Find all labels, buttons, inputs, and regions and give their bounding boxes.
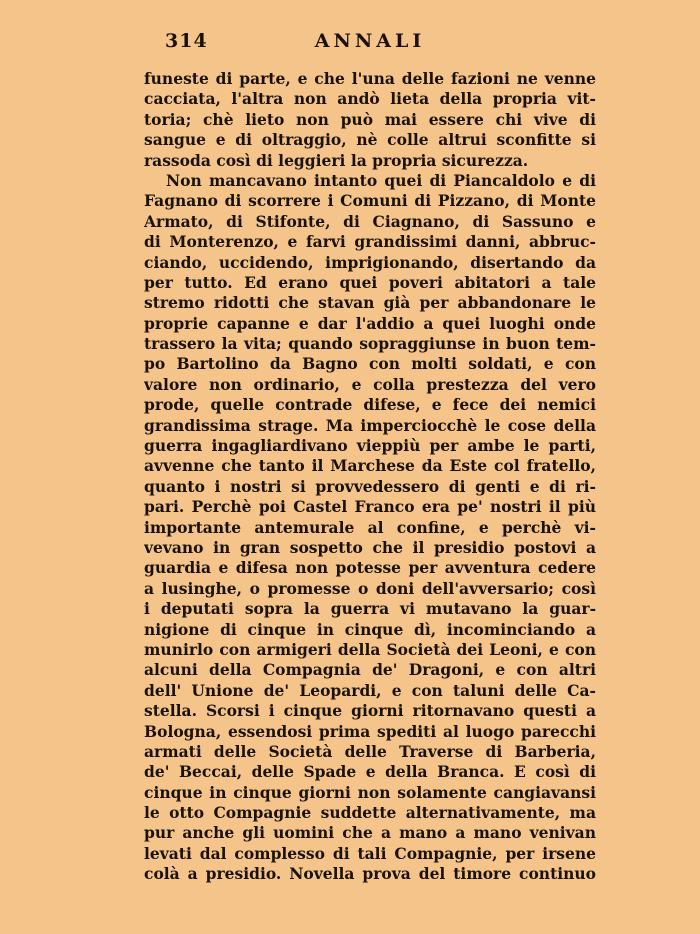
text-line: cacciata, l'altra non andò lieta della propria vit- (144, 89, 596, 109)
text-line: grandissima strage. Ma imperciocchè le cose della (144, 415, 596, 435)
text-line: valore non ordinario, e colla prestezza del vero (144, 374, 596, 394)
text-line: quanto i nostri si provvedessero di genti e di ri- (144, 476, 596, 496)
text-line: sangue e di oltraggio, nè colle altrui sconfitte si (144, 130, 596, 150)
text-line: prode, quelle contrade difese, e fece dei nemici (144, 395, 596, 415)
text-line: importante antemurale al confine, e perchè vi- (144, 517, 596, 537)
text-line: guardia e difesa non potesse per avventura cedere (144, 558, 596, 578)
text-line: stella. Scorsi i cinque giorni ritornavano questi a (144, 701, 596, 721)
text-line: pari. Perchè poi Castel Franco era pe' nostri il più (144, 497, 596, 517)
text-line: di Monterenzo, e farvi grandissimi danni, abbruc- (144, 232, 596, 252)
text-line: a lusinghe, o promesse o doni dell'avversario; così (144, 578, 596, 598)
text-line: munirlo con armigeri della Società dei Leoni, e con (144, 639, 596, 659)
text-line: levati dal complesso di tali Compagnie, per irsene (144, 843, 596, 863)
text-line: funeste di parte, e che l'una delle fazioni ne venne (144, 69, 596, 88)
text-line: colà a presidio. Novella prova del timore continuo (144, 864, 596, 884)
body-text (144, 69, 596, 885)
text-line: vevano in gran sospetto che il presidio postovi a (144, 537, 596, 557)
text-line: i deputati sopra la guerra vi mutavano la guar- (144, 599, 596, 619)
text-line: per tutto. Ed erano quei poveri abitatori a tale (144, 272, 596, 292)
text-line: stremo ridotti che stavan già per abbandonare le (144, 293, 596, 313)
text-line: le otto Compagnie suddette alternativamente, ma (144, 803, 596, 823)
page-number: 314 (165, 30, 208, 52)
text-line: nigione di cinque in cinque dì, incominciando a (144, 619, 596, 639)
text-line: dell' Unione de' Leopardi, e con taluni delle Ca- (144, 680, 596, 700)
text-line: avvenne che tanto il Marchese da Este col fratello, (144, 456, 596, 476)
text-line: trassero la vita; quando sopraggiunse in buon tem- (144, 334, 596, 354)
text-line: rassoda così di leggieri la propria sicurezza. (144, 150, 529, 170)
page-header (145, 30, 595, 58)
text-line: alcuni della Compagnia de' Dragoni, e con altri (144, 660, 596, 680)
text-line: pur anche gli uomini che a mano a mano venivan (144, 823, 596, 843)
text-line: po Bartolino da Bagno con molti soldati, e con (144, 354, 596, 374)
text-line: de' Beccai, delle Spade e della Branca. E così di (144, 762, 596, 782)
text-line: toria; chè lieto non può mai essere chi vive di (144, 109, 596, 129)
running-title: ANNALI (314, 30, 426, 52)
text-line: guerra ingagliardivano vieppiù per ambe le parti, (144, 436, 596, 456)
text-line: cinque in cinque giorni non solamente cangiavansi (144, 782, 596, 802)
text-line: Armato, di Stifonte, di Ciagnano, di Sassuno e (144, 211, 596, 231)
text-line: ciando, uccidendo, imprigionando, disertando da (144, 252, 596, 272)
text-line: armati delle Società delle Traverse di Barberia, (144, 741, 596, 761)
text-line: proprie capanne e dar l'addio a quei luoghi onde (144, 313, 596, 333)
text-line: Non mancavano intanto quei di Piancaldolo e di (166, 170, 596, 190)
text-line: Fagnano di scorrere i Comuni di Pizzano, di Monte (144, 191, 596, 211)
text-line: Bologna, essendosi prima spediti al luogo parecchi (144, 721, 596, 741)
